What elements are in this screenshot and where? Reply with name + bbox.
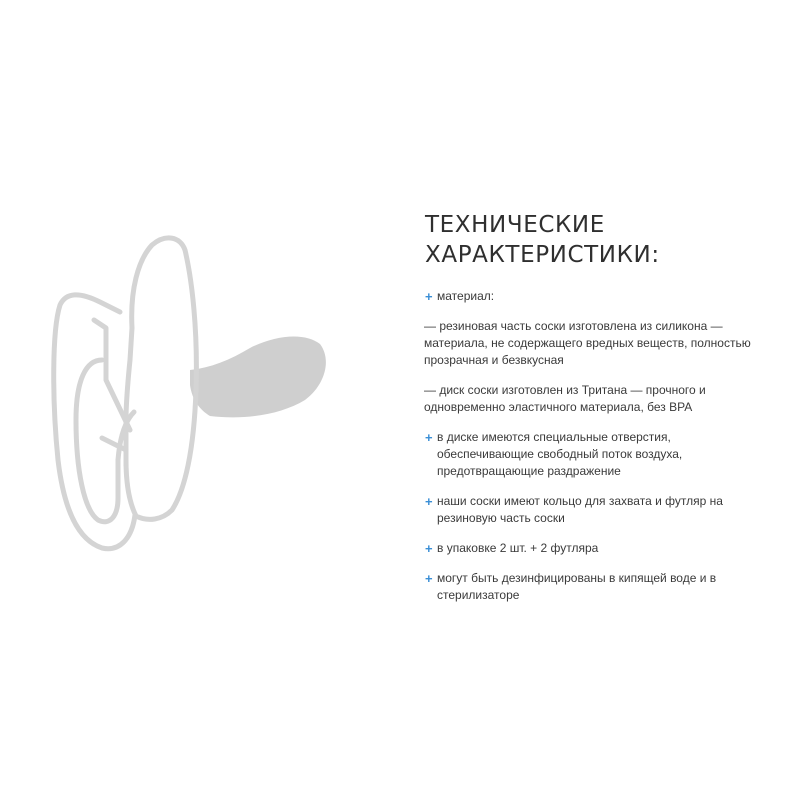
pacifier-shield	[126, 238, 196, 519]
spec-bullet-item	[421, 429, 766, 480]
plus-icon: +	[425, 430, 433, 445]
specs-title-line1: ТЕХНИЧЕСКИЕ	[425, 212, 605, 238]
spec-text: могут быть дезинфицированы в кипящей воде и в стерилизаторе	[437, 571, 717, 602]
spec-bullet-item	[421, 540, 766, 557]
spec-bullet-item	[421, 288, 766, 305]
plus-icon: +	[425, 571, 433, 586]
spec-text: в упаковке 2 шт. + 2 футляра	[437, 541, 599, 555]
spec-text: материал:	[437, 289, 495, 303]
spec-sub-item	[421, 318, 766, 369]
spec-list	[421, 288, 766, 604]
spec-text: — диск соски изготовлен из Тритана — прочного и одновременно эластичного материала, без BPA	[424, 383, 706, 414]
spec-text: — резиновая часть соски изготовлена из силикона — материала, не содержащего вредных веществ, полностью прозрачная и безвкусная	[424, 319, 751, 367]
spec-bullet-item	[421, 493, 766, 527]
spec-sub-item	[421, 382, 766, 416]
plus-icon: +	[425, 494, 433, 509]
specs-title-line2: ХАРАКТЕРИСТИКИ:	[425, 242, 660, 268]
spec-text: наши соски имеют кольцо для захвата и футляр на резиновую часть соски	[437, 494, 723, 525]
plus-icon: +	[425, 541, 433, 556]
technical-specs	[421, 210, 766, 617]
spec-bullet-item	[421, 570, 766, 604]
pacifier-ring-outer	[54, 295, 135, 549]
spec-text: в диске имеются специальные отверстия, обеспечивающие свободный поток воздуха, предотвращающие раздражение	[437, 430, 683, 478]
plus-icon: +	[425, 289, 433, 304]
pacifier-nipple	[190, 336, 326, 417]
pacifier-icon	[40, 220, 350, 560]
specs-title	[425, 210, 766, 270]
